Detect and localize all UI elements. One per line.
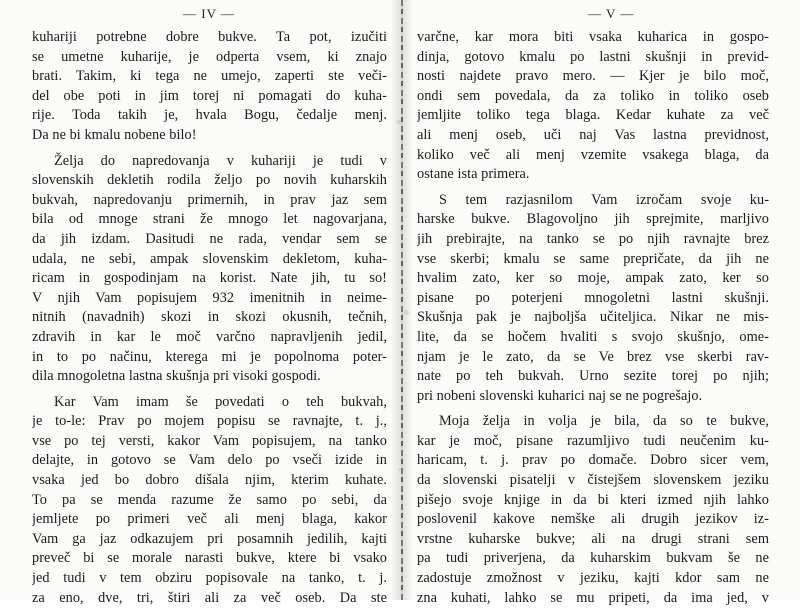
page-number-left: — IV — — [183, 6, 235, 21]
scan-speck — [404, 310, 409, 315]
text-line: vse po tej versti, kakor Vam popisujem, na tanko — [32, 432, 387, 449]
text-line: bukvah, napredovanju primernih, in prav jaz sem — [32, 191, 387, 208]
paragraph — [417, 412, 769, 608]
paragraph — [32, 28, 387, 146]
text-line: kar je moč, pisane razumljivo tudi neučenim ku- — [417, 432, 769, 449]
binding-fold — [401, 0, 403, 600]
text-line: ali menj oseb, uči naj Vas lastna previdnost, — [417, 126, 769, 143]
text-line: harske bukve. Blagovoljno jih sprejmite, marljivo — [417, 211, 769, 228]
text-line: njam je le zato, da se Ve brez vse skerbi rav- — [417, 348, 769, 365]
text-line: udala, ne sebi, ampak slovenskim dekletom, kuha- — [32, 250, 387, 267]
text-line: varčne, kar mora biti vsaka kuharica in gospo- — [417, 29, 769, 45]
text-line: dinja, gotovo kmalu po lastni skušnji in previd- — [417, 48, 769, 65]
text-line: vrstne kuharske bukve; ali na drugi strani sem — [417, 530, 769, 547]
text-line: ricam in gospodinjam na korist. Nate jih, tu so! — [32, 270, 387, 287]
text-line: zadostuje zmožnost v jeziku, kajti kdor sam ne — [417, 570, 769, 587]
text-line: hvalim zato, ker so moje, ampak zato, ker so — [417, 270, 769, 287]
text-line: bila od mnoge strani že mnogo let nagovarjana, — [32, 211, 387, 228]
text-line: delajte, in gotovo se Vam delo po vseči izide in — [32, 452, 387, 469]
text-line: jed tudi v tem obziru popisovale na tanko, t. j. — [32, 570, 387, 587]
text-line: nosti najdete pravo mero. — Kjer je bilo moč, — [417, 68, 769, 85]
text-line: jemljite toliko tega blaga. Kedar kuhate za več — [417, 107, 769, 124]
text-line: brati. Takim, ki tega ne umejo, zaperti ste veči- — [32, 68, 387, 85]
text-line: in to po načinu, kterega mi je popolnoma poter- — [32, 348, 387, 365]
left-page — [32, 28, 387, 608]
text-line: pa tudi priverjena, da kuharskim bukvam še ne — [417, 550, 769, 567]
paragraph — [417, 28, 769, 185]
text-line: To pa se menda razume že samo po sebi, da — [32, 491, 387, 508]
text-line: vsaka jed bo dobro dišala njim, kterim kuhate. — [32, 472, 387, 489]
text-line: kuhariji potrebne dobre bukve. Ta pot, izučiti — [32, 29, 387, 45]
text-line: da jih izdam. Dasitudi ne rada, vendar sem se — [32, 230, 387, 247]
text-line: jemljete po primeri več ali menj blaga, kakor — [32, 511, 387, 528]
text-line: se umetne kuharije, je odperta vsem, ki znajo — [32, 48, 387, 65]
text-line: poslovenil kakove nemške ali drugih jezikov iz- — [417, 511, 769, 528]
text-line: zna kuhati, lahko se mu pripeti, da ima jed, v — [417, 589, 769, 606]
scan-speck — [396, 120, 402, 124]
text-line: pri nobeni slovenski kuharici naj se ne pogrešajo. — [417, 387, 703, 404]
text-line: rije. Toda takih je, hvala Bogu, čedalje menj. — [32, 107, 387, 124]
text-line: za eno, dve, tri, štiri ali za več oseb. Da ste — [32, 589, 387, 606]
text-line: nitnih (navadnih) skozi in skozi okusnih, tečnih, — [32, 309, 387, 326]
scan-speck — [398, 468, 405, 471]
text-line: del obe poti in jim torej ni pomagati do kuha- — [32, 87, 387, 104]
text-line: Moja želja in volja je bila, da so te bukve, — [439, 413, 769, 430]
text-line: zdravih in kar le moč varčno napravljenih jedil, — [32, 328, 387, 345]
text-line: koliko več ali menj vzemite vsakega blaga, da — [417, 146, 769, 163]
text-line: Kar Vam imam še povedati o teh bukvah, — [54, 393, 387, 410]
text-line: haricam, t. j. prav po domače. Dobro sicer vem, — [417, 452, 769, 469]
text-line: pišejo svoje knjige in da bi kteri izmed njih lahko — [417, 491, 769, 508]
text-line: preveč bi se morale narasti bukve, ktere bi vsako — [32, 550, 387, 567]
text-line: Da ne bi kmalu nobene bilo! — [32, 126, 197, 143]
text-line: ostane ista primera. — [417, 166, 530, 183]
text-line: da slovenski pisatelji v čistejšem slovenskem jeziku — [417, 472, 769, 489]
text-line: Želja do napredovanja v kuhariji je tudi v — [54, 152, 387, 169]
text-line: dila mnogoletna lastna skušnja pri visoki gospodi. — [32, 368, 321, 385]
text-line: S tem razjasnilom Vam izročam svoje ku- — [439, 191, 769, 208]
text-line: slovenskih dekletih rodila željo po novih kuharskih — [32, 172, 387, 189]
paragraph — [32, 393, 387, 608]
text-line: V njih Vam popisujem 932 imenitnih in neime- — [32, 289, 387, 306]
text-line: nate po teh bukvah. Urno sezite torej po njih; — [417, 368, 769, 385]
text-line: Vam ga jaz odkazujem pri posamnih jedilih, kajti — [32, 530, 387, 547]
text-line: Skušnja pak je najboljša učiteljica. Nikar ne mis- — [417, 309, 769, 326]
text-line: je to-le: Prav po mojem popisu se ravnajte, t. j., — [32, 413, 387, 430]
paragraph — [417, 191, 769, 407]
page-number-right: — V — — [588, 6, 635, 21]
text-line: pisane po poterjeni mnogoletni lastni skušnji. — [417, 289, 769, 306]
text-line: ondi sem povedala, da za toliko in toliko oseb — [417, 87, 769, 104]
text-line: vse skerbi; kmalu se same prepričate, da jih ne — [417, 250, 769, 267]
text-line: lite, da se hočem hvaliti s svojo skušnjo, ome- — [417, 328, 769, 345]
text-line: jih prebirajte, na tanko se po njih ravnajte brez — [417, 230, 769, 247]
paragraph — [32, 152, 387, 387]
right-page — [417, 28, 769, 608]
